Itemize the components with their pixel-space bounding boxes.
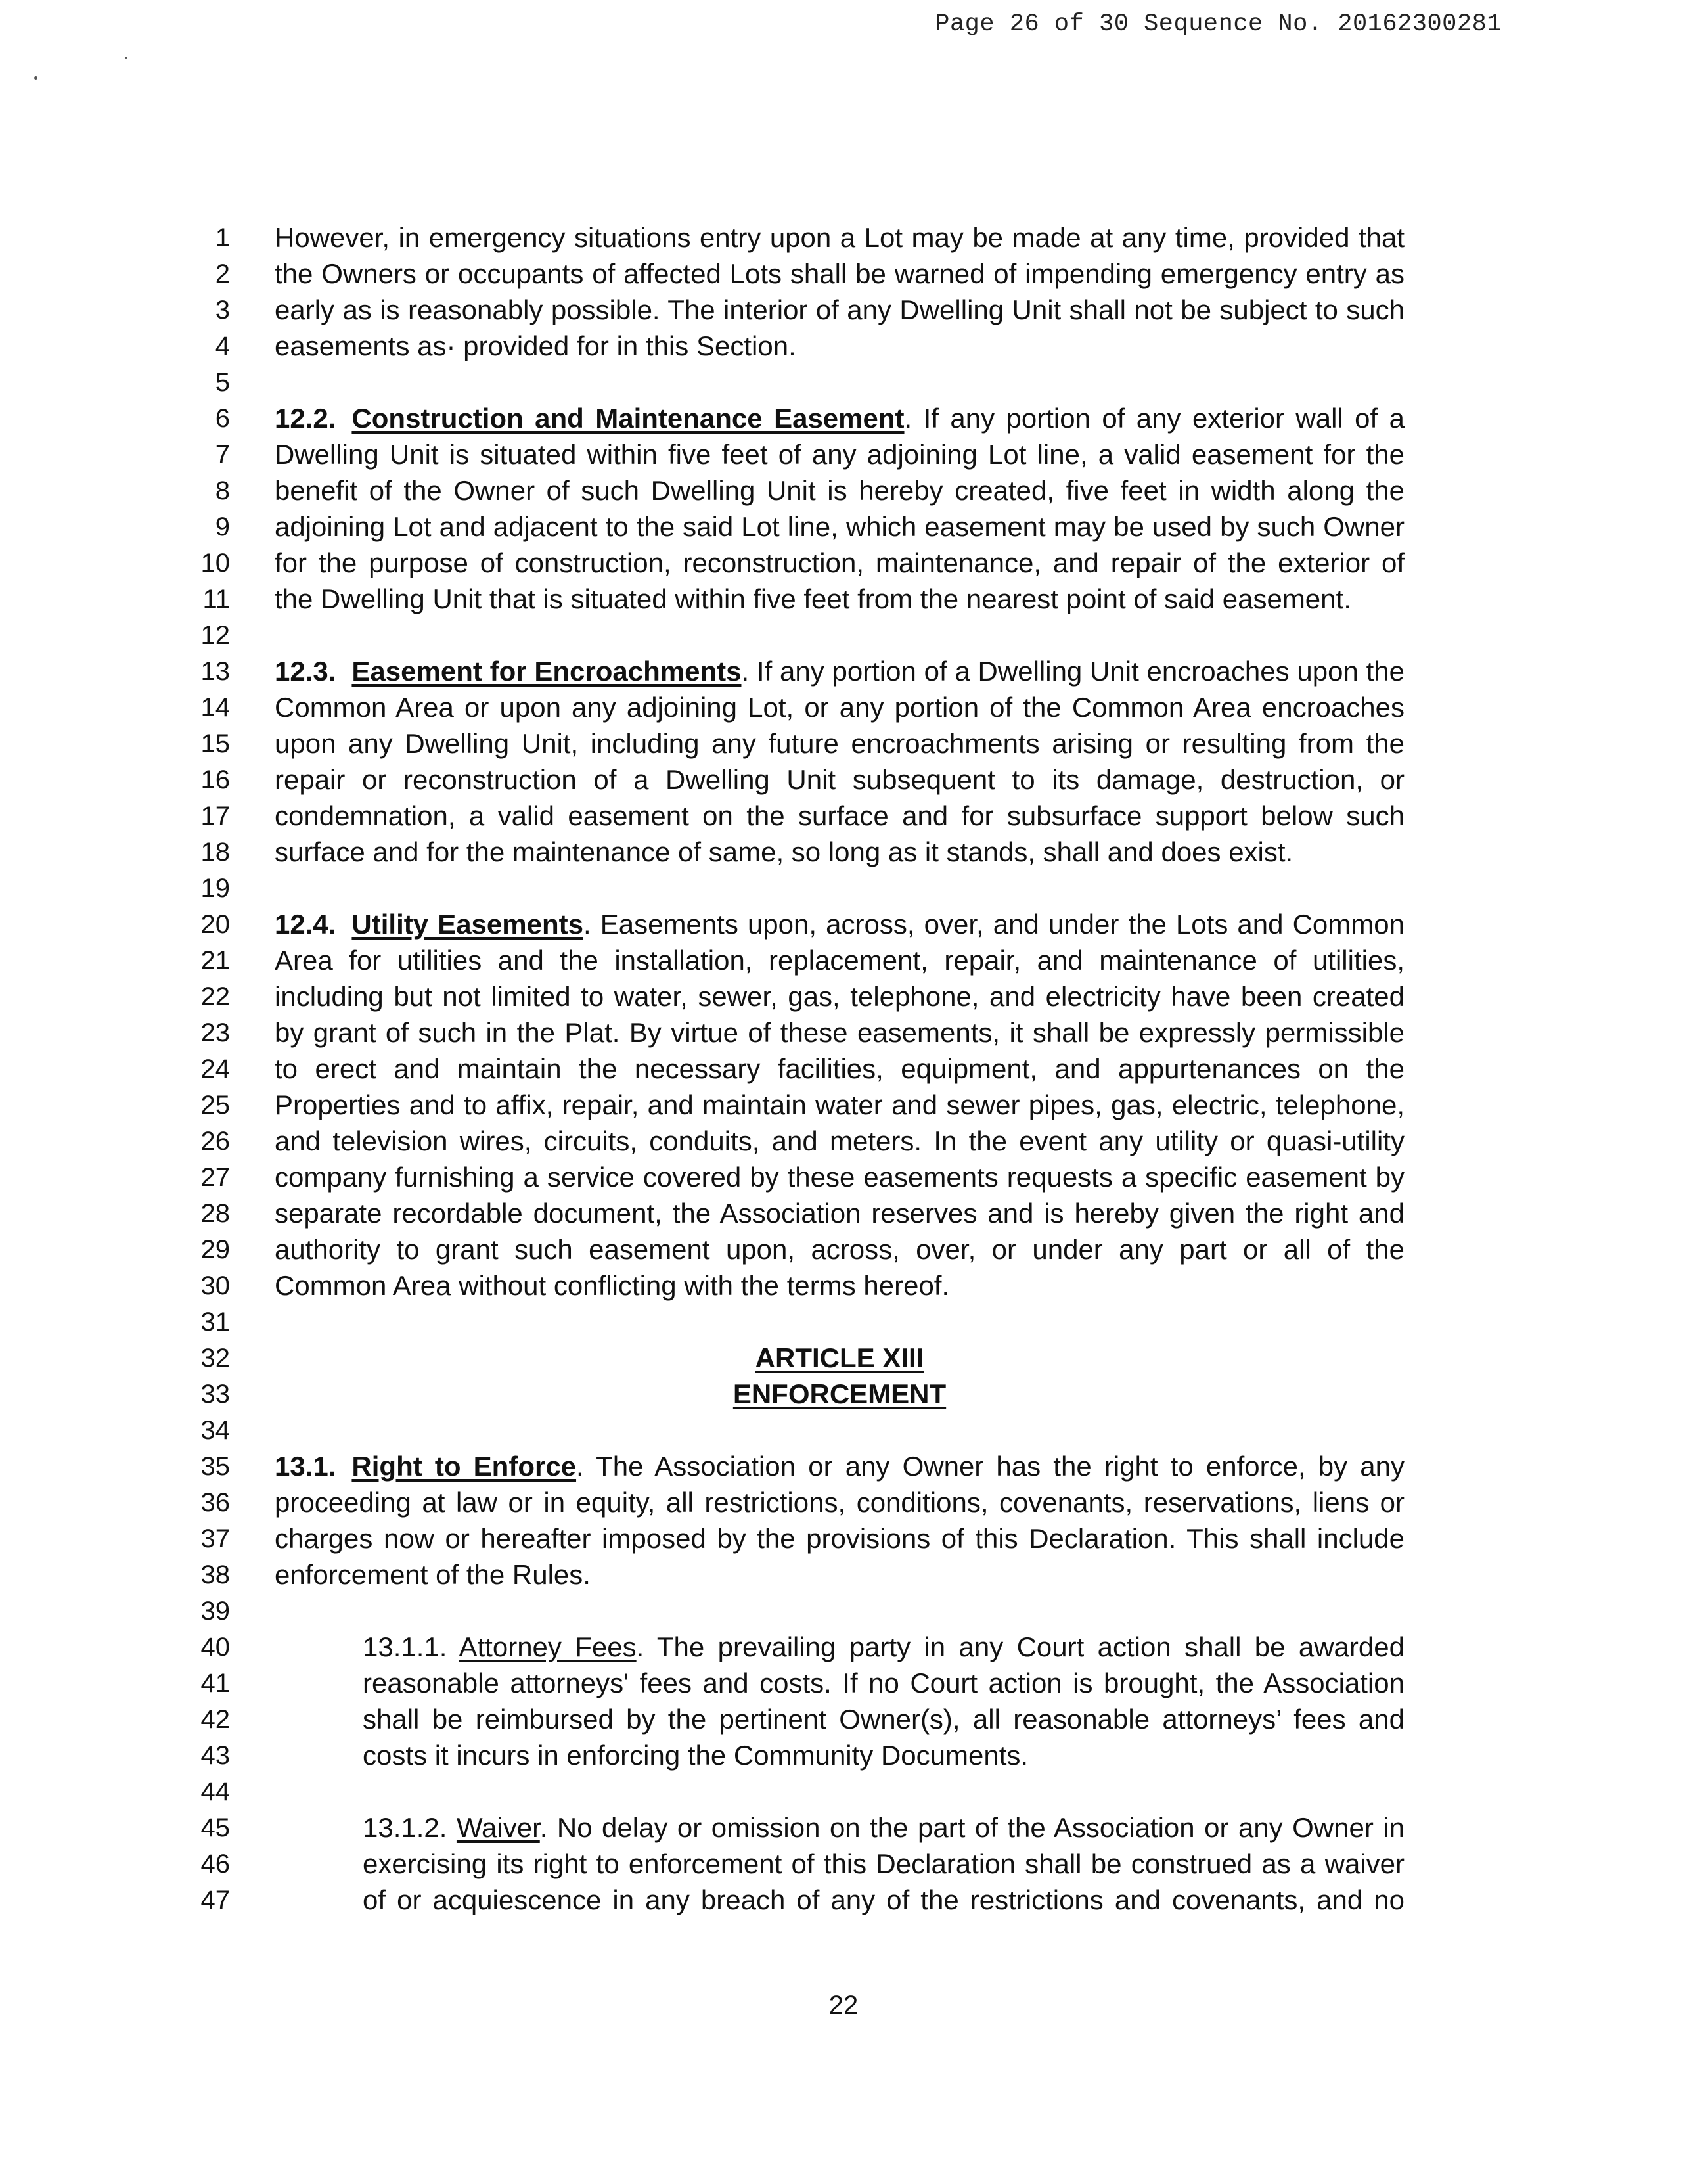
section-heading-12-2 — [275, 401, 1405, 436]
line-number: 47 — [200, 1886, 230, 1915]
section-title: Waiver — [456, 1812, 540, 1843]
doc-line — [0, 510, 1687, 544]
line-text: the Owners or occupants of affected Lots shall be warned of impending emergency entry as — [275, 258, 1405, 289]
article-number: ARTICLE XIII — [755, 1342, 924, 1373]
line-text: authority to grant such easement upon, across, over, or under any part or all of the — [275, 1234, 1405, 1265]
line-text: . The Association or any Owner has the right to enforce, by any — [576, 1451, 1405, 1482]
line-number: 44 — [200, 1777, 230, 1806]
line-number: 30 — [200, 1271, 230, 1300]
line-number: 10 — [200, 549, 230, 578]
doc-line — [0, 474, 1687, 508]
line-number: 34 — [200, 1416, 230, 1445]
doc-line — [0, 1269, 1687, 1303]
doc-line — [0, 1630, 1687, 1664]
line-text: to erect and maintain the necessary facilities, equipment, and appurtenances on the — [275, 1053, 1405, 1084]
line-number: 19 — [200, 874, 230, 903]
line-number: 40 — [200, 1633, 230, 1662]
doc-line — [0, 980, 1687, 1014]
line-number: 16 — [200, 765, 230, 794]
line-text: including but not limited to water, sewer, gas, telephone, and electricity have been created — [275, 981, 1405, 1012]
line-number: 43 — [200, 1741, 230, 1770]
section-title: Construction and Maintenance Easement — [351, 403, 905, 434]
line-number: 14 — [200, 693, 230, 722]
line-number: 3 — [215, 296, 230, 325]
line-number: 31 — [200, 1308, 230, 1336]
doc-line — [0, 691, 1687, 725]
section-number: 12.3. — [275, 656, 336, 687]
doc-line — [0, 1883, 1687, 1917]
line-text: and television wires, circuits, conduits, and meters. In the event any utility or quasi-utility — [275, 1126, 1405, 1156]
line-number: 35 — [200, 1452, 230, 1481]
line-text: Dwelling Unit is situated within five feet of any adjoining Lot line, a valid easement for the — [275, 439, 1405, 470]
line-number: 38 — [200, 1560, 230, 1589]
section-title: Easement for Encroachments — [351, 656, 742, 687]
doc-line — [0, 1666, 1687, 1700]
scan-speck — [34, 76, 37, 80]
line-text: Common Area without conflicting with the terms hereof. — [275, 1270, 950, 1301]
section-title: Attorney Fees — [459, 1631, 637, 1662]
doc-line — [0, 1341, 1687, 1375]
doc-line — [0, 1377, 1687, 1411]
line-text: easements as· provided for in this Section. — [275, 330, 796, 361]
doc-line — [0, 1847, 1687, 1881]
line-number: 45 — [200, 1813, 230, 1842]
doc-line — [0, 944, 1687, 978]
section-number: 13.1.2. — [363, 1812, 447, 1843]
section-heading-13-1 — [275, 1449, 1405, 1484]
line-number: 8 — [215, 476, 230, 505]
line-number: 12 — [200, 621, 230, 650]
doc-line — [0, 907, 1687, 942]
doc-line — [0, 1522, 1687, 1556]
line-text: proceeding at law or in equity, all restrictions, conditions, covenants, reservations, liens or — [275, 1487, 1405, 1518]
doc-line — [0, 582, 1687, 616]
section-heading-13-1-1 — [363, 1630, 1405, 1664]
section-heading-12-4 — [275, 907, 1405, 942]
line-text: repair or reconstruction of a Dwelling Unit subsequent to its damage, destruction, or — [275, 764, 1405, 795]
line-number: 42 — [200, 1705, 230, 1734]
line-number: 1 — [215, 223, 230, 252]
doc-line — [0, 727, 1687, 761]
line-number: 18 — [200, 838, 230, 867]
section-number: 13.1.1. — [363, 1631, 447, 1662]
line-text: Properties and to affix, repair, and maintain water and sewer pipes, gas, electric, telephone, — [275, 1089, 1405, 1120]
section-title: Utility Easements — [351, 909, 583, 940]
doc-line — [0, 365, 1687, 399]
doc-line — [0, 835, 1687, 869]
doc-line — [0, 618, 1687, 652]
doc-line — [0, 654, 1687, 689]
doc-line — [0, 1558, 1687, 1592]
line-number: 36 — [200, 1488, 230, 1517]
line-number: 39 — [200, 1597, 230, 1626]
line-text: reasonable attorneys' fees and costs. If no Court action is brought, the Association — [363, 1668, 1405, 1698]
line-text: the Dwelling Unit that is situated within five feet from the nearest point of said easement. — [275, 583, 1351, 614]
doc-line — [0, 1052, 1687, 1086]
line-number: 22 — [200, 982, 230, 1011]
line-number: 25 — [200, 1091, 230, 1120]
doc-line — [0, 257, 1687, 291]
line-number: 17 — [200, 802, 230, 830]
line-text: for the purpose of construction, reconstruction, maintenance, and repair of the exterior of — [275, 547, 1405, 578]
doc-line — [0, 1702, 1687, 1737]
line-text: condemnation, a valid easement on the surface and for subsurface support below such — [275, 800, 1405, 831]
line-number: 29 — [200, 1235, 230, 1264]
line-text: shall be reimbursed by the pertinent Owner(s), all reasonable attorneys’ fees and — [363, 1704, 1405, 1735]
line-number: 23 — [200, 1018, 230, 1047]
line-number: 11 — [202, 585, 230, 614]
line-number: 2 — [215, 260, 230, 288]
doc-line — [0, 1016, 1687, 1050]
doc-line — [0, 1088, 1687, 1122]
line-text: adjoining Lot and adjacent to the said Lot line, which easement may be used by such Owner — [275, 511, 1405, 542]
line-text: . If any portion of any exterior wall of a — [904, 403, 1405, 434]
line-number: 4 — [215, 332, 230, 361]
line-text: charges now or hereafter imposed by the provisions of this Declaration. This shall include — [275, 1523, 1405, 1554]
line-text: surface and for the maintenance of same, so long as it stands, shall and does exist. — [275, 836, 1293, 867]
doc-line — [0, 799, 1687, 833]
doc-line — [0, 1449, 1687, 1484]
line-number: 37 — [200, 1524, 230, 1553]
line-number: 21 — [200, 946, 230, 975]
doc-line — [0, 1739, 1687, 1773]
doc-line — [0, 1594, 1687, 1628]
doc-line — [0, 871, 1687, 905]
doc-line — [0, 1124, 1687, 1158]
line-text: However, in emergency situations entry upon a Lot may be made at any time, provided that — [275, 222, 1405, 253]
line-number: 41 — [200, 1669, 230, 1698]
line-text: Common Area or upon any adjoining Lot, or any portion of the Common Area encroaches — [275, 692, 1405, 723]
line-number: 27 — [200, 1163, 230, 1192]
doc-line — [0, 1196, 1687, 1231]
line-number: 32 — [200, 1344, 230, 1373]
doc-line — [0, 1160, 1687, 1194]
line-number: 6 — [215, 404, 230, 433]
line-text: benefit of the Owner of such Dwelling Unit is hereby created, five feet in width along the — [275, 475, 1405, 506]
line-text: . Easements upon, across, over, and under the Lots and Common — [583, 909, 1405, 940]
line-number: 20 — [200, 910, 230, 939]
doc-line — [0, 221, 1687, 255]
doc-line — [0, 763, 1687, 797]
doc-line — [0, 329, 1687, 363]
doc-line — [0, 438, 1687, 472]
line-number: 33 — [200, 1380, 230, 1409]
line-text: exercising its right to enforcement of this Declaration shall be construed as a waiver — [363, 1848, 1405, 1879]
doc-line — [0, 1233, 1687, 1267]
section-number: 12.4. — [275, 909, 336, 940]
line-text: by grant of such in the Plat. By virtue of these easements, it shall be expressly permissible — [275, 1017, 1405, 1048]
line-text: upon any Dwelling Unit, including any future encroachments arising or resulting from the — [275, 728, 1405, 759]
line-text: separate recordable document, the Association reserves and is hereby given the right and — [275, 1198, 1405, 1229]
section-title: Right to Enforce — [351, 1451, 577, 1482]
line-text: company furnishing a service covered by these easements requests a specific easement by — [275, 1162, 1405, 1193]
line-text: . No delay or omission on the part of the Association or any Owner in — [539, 1812, 1405, 1843]
line-text: . The prevailing party in any Court action shall be awarded — [636, 1631, 1405, 1662]
doc-line — [0, 546, 1687, 580]
line-number: 13 — [200, 657, 230, 686]
article-title: ENFORCEMENT — [732, 1378, 947, 1409]
doc-line — [0, 1305, 1687, 1339]
section-heading-12-3 — [275, 654, 1405, 689]
doc-line — [0, 293, 1687, 327]
page-number: 22 — [828, 1991, 859, 2020]
page-header: Page 26 of 30 Sequence No. 20162300281 — [935, 11, 1502, 38]
line-number: 7 — [215, 440, 230, 469]
doc-line — [0, 1486, 1687, 1520]
section-number: 12.2. — [275, 403, 336, 434]
scan-speck — [125, 57, 127, 59]
section-heading-13-1-2 — [363, 1811, 1405, 1845]
line-text: . If any portion of a Dwelling Unit encroaches upon the — [741, 656, 1405, 687]
doc-line — [0, 1775, 1687, 1809]
line-number: 15 — [200, 729, 230, 758]
line-number: 28 — [200, 1199, 230, 1228]
line-number: 46 — [200, 1850, 230, 1878]
line-text: early as is reasonably possible. The interior of any Dwelling Unit shall not be subject to such — [275, 294, 1405, 325]
line-number: 26 — [200, 1127, 230, 1156]
line-text: of or acquiescence in any breach of any of the restrictions and covenants, and no — [363, 1884, 1405, 1915]
line-text: costs it incurs in enforcing the Community Documents. — [363, 1740, 1029, 1771]
line-text: enforcement of the Rules. — [275, 1559, 591, 1590]
line-number: 5 — [215, 368, 230, 397]
line-text: Area for utilities and the installation, replacement, repair, and maintenance of utilities, — [275, 945, 1405, 976]
section-number: 13.1. — [275, 1451, 336, 1482]
line-number: 24 — [200, 1055, 230, 1083]
doc-line — [0, 1811, 1687, 1845]
doc-line — [0, 401, 1687, 436]
line-number: 9 — [215, 512, 230, 541]
doc-line — [0, 1413, 1687, 1447]
